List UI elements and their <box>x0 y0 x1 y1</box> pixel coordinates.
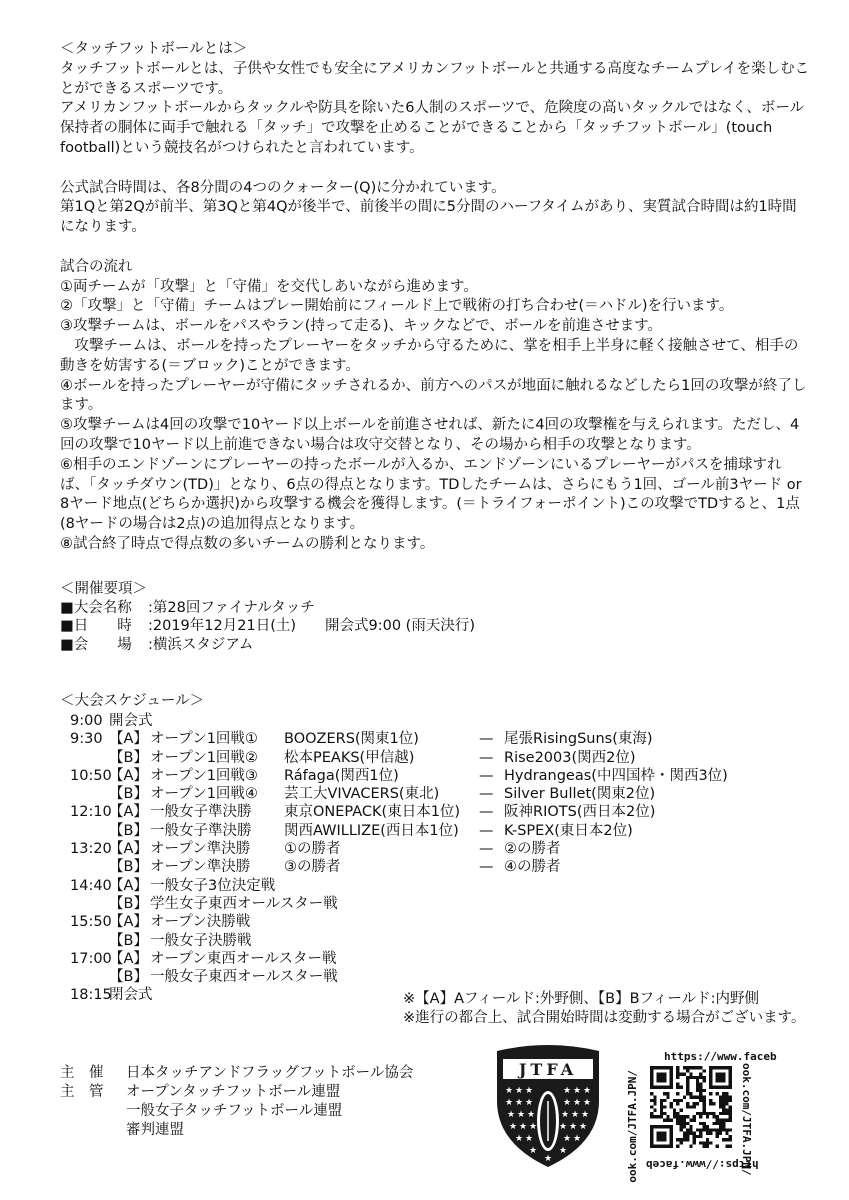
schedule-dash: — <box>479 804 494 821</box>
svg-text:★: ★ <box>524 1098 534 1108</box>
svg-text:★: ★ <box>562 1086 572 1096</box>
flow-item: ②「攻撃」と「守備」チームはプレー開始前にフィールド上で戦術の打ち合わせ(＝ハドル)を行います。 <box>60 298 734 315</box>
schedule-away: ④の勝者 <box>504 859 561 876</box>
flow-item: ⑤攻撃チームは4回の攻撃で10ヤード以上ボールを前進させれば、新たに4回の攻撃権を与えられます。ただし、4回の攻撃で10ヤード以上前進できない場合は攻守交替となり、その場から相手の攻撃となります。 <box>60 417 800 453</box>
schedule-row <box>0 749 849 767</box>
intro-paragraph-1: タッチフットボールとは、子供や女性でも安全にアメリカンフットボールと共通する高度なチームプレイを楽しむことができるスポーツです。 <box>60 60 810 97</box>
schedule-match: オープン1回戦④ <box>150 786 258 803</box>
event-value: :2019年12月21日(土) 開会式9:00 (雨天決行) <box>148 618 475 635</box>
event-heading: ＜開催要項＞ <box>60 581 147 597</box>
organizer-row <box>60 1064 413 1083</box>
schedule-dash: — <box>479 786 494 803</box>
jtfa-logo-text: JTFA <box>518 1060 578 1079</box>
schedule-block: 【A】 <box>109 731 148 748</box>
svg-text:★: ★ <box>580 1110 590 1120</box>
qr-url-bottom: https://www.faceb <box>646 1158 759 1171</box>
organizer-row <box>60 1102 413 1121</box>
svg-text:★: ★ <box>562 1098 572 1108</box>
event-label: ■大会名称 <box>60 599 132 616</box>
schedule-match: オープン決勝戦 <box>150 914 251 931</box>
schedule-block: 【B】 <box>109 895 148 912</box>
schedule-time: 13:20 <box>70 841 112 858</box>
svg-text:★: ★ <box>570 1110 580 1120</box>
schedule-home: BOOZERS(関東1位) <box>284 731 419 748</box>
organizer-label: 主 管 <box>60 1084 104 1100</box>
schedule-match: オープン1回戦① <box>150 731 258 748</box>
schedule-block: 【A】 <box>109 877 148 894</box>
schedule-match: オープン準決勝 <box>150 859 251 876</box>
schedule-dash: — <box>479 822 494 839</box>
organizer-name: オープンタッチフットボール連盟 <box>126 1084 341 1100</box>
qr-code-icon[interactable] <box>650 1066 732 1148</box>
schedule-block: 【A】 <box>109 950 148 967</box>
intro-paragraph-3: 公式試合時間は、各8分間の4つのクォーター(Q)に分かれています。 <box>60 179 506 196</box>
schedule-time: 9:30 <box>70 731 103 748</box>
event-label: ■会 場 <box>60 636 132 653</box>
schedule-time: 10:50 <box>70 767 112 784</box>
schedule-block: 【B】 <box>109 932 148 949</box>
schedule-block: 【A】 <box>109 841 148 858</box>
schedule-row <box>0 840 849 858</box>
schedule-table <box>0 712 849 1005</box>
flow-item: 攻撃チームは、ボールを持ったプレーヤーをタッチから守るために、掌を相手上半身に軽く接触させて、相手の動きを妨害する(＝ブロック)ことができます。 <box>60 337 799 374</box>
schedule-row <box>0 877 849 895</box>
schedule-away: Hydrangeas(中四国枠・関西3位) <box>504 767 728 784</box>
schedule-heading: ＜大会スケジュール＞ <box>60 693 205 709</box>
organizer-name: 日本タッチアンドフラッグフットボール協会 <box>126 1065 414 1081</box>
schedule-match: 一般女子東西オールスター戦 <box>150 969 338 986</box>
schedule-home: 関西AWILLIZE(西日本1位) <box>284 822 459 839</box>
schedule-block: 【B】 <box>109 822 148 839</box>
schedule-away: 阪神RIOTS(西日本2位) <box>504 804 656 821</box>
qr-url-right: ook.com/JTFA.JPN/ <box>740 1063 753 1176</box>
time-change-note: ※進行の都合上、試合開始時間は変動する場合がございます。 <box>403 1010 806 1026</box>
svg-text:★: ★ <box>560 1110 570 1120</box>
schedule-match: 開会式 <box>109 713 153 729</box>
svg-text:★: ★ <box>572 1086 582 1096</box>
flow-list <box>60 278 810 555</box>
schedule-home: ③の勝者 <box>284 859 341 876</box>
flow-item: ①両チームが「攻撃」と「守備」を交代しあいながら進めます。 <box>60 278 478 295</box>
event-label: ■日 時 <box>60 618 132 635</box>
flow-item: ④ボールを持ったプレーヤーが守備にタッチされるか、前方へのパスが地面に触れるなどしたら1回の攻撃が終了します。 <box>60 377 807 414</box>
schedule-notes <box>403 990 806 1028</box>
intro-section <box>60 40 810 555</box>
flow-item: ③攻撃チームは、ボールをパスやラン(持って走る)、キックなどで、ボールを前進させます。 <box>60 318 662 335</box>
schedule-home: Ráfaga(関西1位) <box>284 767 399 784</box>
flow-heading: 試合の流れ <box>60 258 133 275</box>
schedule-match: 一般女子決勝戦 <box>150 932 252 949</box>
schedule-dash: — <box>479 859 494 876</box>
schedule-row <box>0 858 849 876</box>
schedule-row <box>0 822 849 840</box>
event-value: :横浜スタジアム <box>148 636 254 653</box>
schedule-block: 【A】 <box>109 804 148 821</box>
schedule-block: 【B】 <box>109 859 148 876</box>
schedule-match: オープン1回戦③ <box>150 767 258 784</box>
event-row-name <box>60 599 660 618</box>
schedule-match: オープン準決勝 <box>150 841 251 858</box>
schedule-away: Silver Bullet(関東2位) <box>504 786 656 803</box>
schedule-dash: — <box>479 841 494 858</box>
svg-text:★: ★ <box>504 1098 514 1108</box>
qr-url-top: https://www.faceb <box>664 1050 777 1063</box>
schedule-away: ②の勝者 <box>504 841 561 858</box>
schedule-home: ①の勝者 <box>284 841 341 858</box>
flow-item: ⑥相手のエンドゾーンにプレーヤーの持ったボールが入るか、エンドゾーンにいるプレーヤーがパスを捕球すれば、「タッチダウン(TD)」となり、6点の得点となります。TDしたチームは、さらにもう1回、ゴール前3ヤード or 8ヤード地点(どちらか選択)から攻撃する機会を獲得します。(＝トライフォーポイント)この攻撃でTDすると、1点(8ヤードの場合は2点)の追加得点となります。 <box>60 456 802 533</box>
schedule-away: K-SPEX(東日本2位) <box>504 822 633 839</box>
organizer-label: 主 催 <box>60 1065 104 1081</box>
svg-text:★: ★ <box>514 1098 524 1108</box>
organizer-name: 一般女子タッチフットボール連盟 <box>126 1103 343 1119</box>
schedule-time: 12:10 <box>70 804 112 821</box>
schedule-dash: — <box>479 749 494 766</box>
svg-text:★: ★ <box>506 1110 516 1120</box>
organizers <box>60 1064 413 1140</box>
schedule-time: 15:50 <box>70 914 112 931</box>
intro-paragraph-4: 第1Qと第2Qが前半、第3Qと第4Qが後半で、前後半の間に5分間のハーフタイムがあり、実質試合時間は約1時間になります。 <box>60 199 797 236</box>
organizer-label <box>60 1121 126 1140</box>
schedule-block: 【B】 <box>109 786 148 803</box>
schedule-match: 一般女子準決勝 <box>150 804 252 821</box>
schedule-row <box>0 932 849 950</box>
schedule-match: 閉会式 <box>109 987 153 1004</box>
schedule-dash: — <box>479 731 494 748</box>
schedule-block: 【A】 <box>109 914 148 931</box>
schedule-match: 一般女子準決勝 <box>150 822 252 839</box>
schedule-dash: — <box>479 767 494 784</box>
schedule-block: 【A】 <box>109 767 148 784</box>
svg-text:★: ★ <box>558 1122 568 1132</box>
svg-text:★: ★ <box>528 1122 538 1132</box>
event-info <box>60 580 660 654</box>
organizer-name: 審判連盟 <box>126 1122 184 1138</box>
svg-text:★: ★ <box>543 1154 553 1164</box>
schedule-time: 9:00 <box>70 713 103 729</box>
flow-item: ⑧試合終了時点で得点数の多いチームの勝利となります。 <box>60 535 435 552</box>
schedule-match: オープン1回戦② <box>150 749 258 766</box>
schedule-row <box>0 895 849 913</box>
schedule-row <box>0 950 849 968</box>
schedule-row <box>0 913 849 931</box>
svg-text:★: ★ <box>578 1122 588 1132</box>
schedule-row <box>0 803 849 821</box>
schedule-row <box>0 968 849 986</box>
svg-text:★: ★ <box>518 1122 528 1132</box>
svg-text:★: ★ <box>582 1098 592 1108</box>
svg-text:★: ★ <box>504 1086 514 1096</box>
svg-text:★: ★ <box>514 1134 524 1144</box>
svg-text:★: ★ <box>562 1134 572 1144</box>
svg-text:★: ★ <box>528 1146 538 1156</box>
svg-text:★: ★ <box>508 1122 518 1132</box>
schedule-block: 【B】 <box>109 969 148 986</box>
schedule-home: 東京ONEPACK(東日本1位) <box>284 804 461 821</box>
schedule-away: 尾張RisingSuns(東海) <box>504 731 653 748</box>
svg-text:★: ★ <box>524 1134 534 1144</box>
field-note: ※【A】Aフィールド:外野側、【B】Bフィールド:内野側 <box>403 991 760 1007</box>
organizer-row <box>60 1121 413 1140</box>
svg-text:★: ★ <box>572 1098 582 1108</box>
event-row-date <box>60 617 660 636</box>
svg-text:★: ★ <box>514 1086 524 1096</box>
svg-text:★: ★ <box>582 1086 592 1096</box>
organizer-row <box>60 1083 413 1102</box>
svg-text:★: ★ <box>524 1086 534 1096</box>
schedule-match: 学生女子東西オールスター戦 <box>150 895 338 912</box>
schedule-home: 芸工大VIVACERS(東北) <box>284 786 440 803</box>
svg-text:★: ★ <box>516 1110 526 1120</box>
schedule-time: 17:00 <box>70 950 112 967</box>
schedule-match: 一般女子3位決定戦 <box>150 877 276 894</box>
event-row-venue <box>60 636 660 655</box>
schedule-row <box>0 730 849 748</box>
qr-url-left: ook.com/JTFA.JPN/ <box>626 1070 639 1183</box>
svg-text:★: ★ <box>568 1122 578 1132</box>
schedule-match: オープン東西オールスター戦 <box>150 950 337 967</box>
svg-text:★: ★ <box>572 1134 582 1144</box>
schedule-block: 【B】 <box>109 749 148 766</box>
schedule-row <box>0 785 849 803</box>
event-value: :第28回ファイナルタッチ <box>148 599 315 616</box>
schedule-time: 14:40 <box>70 877 112 894</box>
svg-text:★: ★ <box>558 1146 568 1156</box>
intro-heading: ＜タッチフットボールとは＞ <box>60 41 248 57</box>
svg-text:★: ★ <box>526 1110 536 1120</box>
schedule-time: 18:15 <box>70 987 112 1004</box>
organizer-label <box>60 1102 126 1121</box>
schedule-home: 松本PEAKS(甲信越) <box>284 749 415 766</box>
schedule-row <box>0 712 849 730</box>
intro-paragraph-2: アメリカンフットボールからタックルや防具を除いた6人制のスポーツで、危険度の高いタックルではなく、ボール保持者の胴体に両手で触れる「タッチ」で攻撃を止めることができることから「タッチフットボール」(touch football)という競技名がつけられたと言われています。 <box>60 100 805 156</box>
schedule-row <box>0 767 849 785</box>
jtfa-logo-icon <box>493 1043 603 1168</box>
schedule-away: Rise2003(関西2位) <box>504 749 636 766</box>
